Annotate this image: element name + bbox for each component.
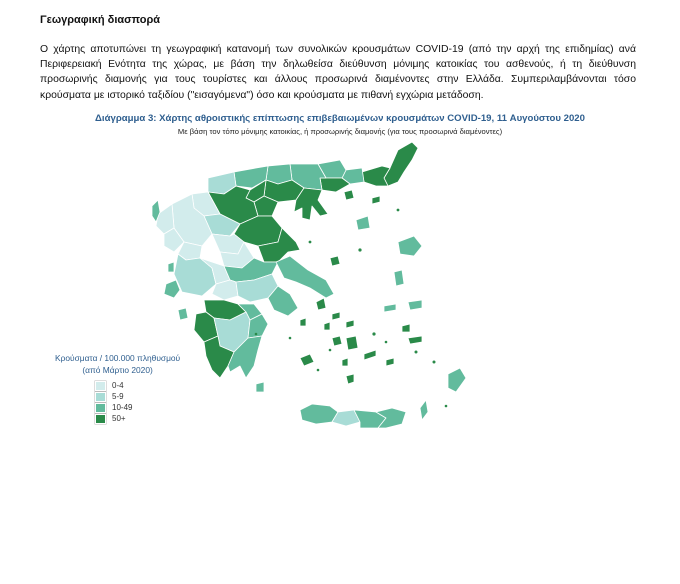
legend-swatch	[95, 392, 106, 402]
paragraph-line: Περιφερειακή Ενότητα της χώρας, με βάση την δηλωθείσα διεύθυνση μόνιμης κατοικίας του ασθενούς, ή τη διεύθυνση	[40, 59, 636, 71]
figure-title: Διάγραμμα 3: Χάρτης αθροιστικής επίπτωσης επιβεβαιωμένων κρουσμάτων COVID-19, 11 Αυγούστου 2020	[95, 113, 585, 124]
region-limnos	[356, 216, 370, 230]
region-samothraki	[372, 196, 380, 204]
map-legend	[55, 352, 180, 424]
region-amorgos	[364, 350, 376, 360]
description-paragraph	[40, 42, 636, 103]
islet-dot	[397, 209, 400, 212]
region-kea	[300, 318, 306, 326]
region-lefkada	[168, 262, 174, 272]
legend-swatch	[95, 403, 106, 413]
region-karpathos	[420, 400, 428, 420]
region-tinos	[332, 312, 340, 320]
islet-dot	[317, 369, 320, 372]
islet-dot	[309, 241, 312, 244]
region-kythira	[256, 382, 264, 392]
legend-swatch	[95, 381, 106, 391]
islet-dot	[445, 405, 448, 408]
region-mykonos	[346, 320, 354, 328]
greece-choropleth-map	[150, 138, 490, 450]
region-ikaria	[384, 304, 396, 312]
region-andros	[316, 298, 326, 310]
region-lesvos	[398, 236, 422, 256]
islet-dot	[433, 361, 436, 364]
islet-dot	[329, 349, 332, 352]
legend-title: Κρούσματα / 100.000 πληθυσμού	[55, 353, 181, 363]
region-kos	[408, 336, 422, 344]
legend-label: 50+	[112, 414, 126, 423]
legend-item	[95, 380, 180, 391]
paragraph-line: προσωρινής διαμονής για τους τουρίστες και άλλους προσωρινά διαμένοντες στην Ελλάδα. Συμπεριλαμβάνονται τόσο	[40, 74, 636, 86]
islet-dot	[289, 337, 292, 340]
islet-dot	[372, 332, 375, 335]
islet-dot	[358, 248, 361, 251]
legend-item	[95, 413, 180, 424]
region-rhodes	[448, 368, 466, 392]
region-evros	[384, 142, 418, 186]
legend-subtitle: (από Μάρτιο 2020)	[82, 365, 153, 375]
region-santorini	[346, 374, 354, 384]
legend-swatch	[95, 414, 106, 424]
region-syros	[324, 322, 330, 330]
islet-dot	[415, 351, 418, 354]
region-astypalaia	[386, 358, 394, 366]
legend-items	[95, 380, 180, 424]
legend-item	[95, 402, 180, 413]
region-naxos	[346, 336, 358, 350]
legend-label: 0-4	[112, 381, 124, 390]
region-thasos	[344, 190, 354, 200]
region-paros	[332, 336, 342, 346]
region-zakynthos	[178, 308, 188, 320]
region-samos	[408, 300, 422, 310]
paragraph-line: κρούσματα με ιστορικό ταξιδίου ("εισαγόμενα") όσο και κρούσματα με πιθανή εγχώρια μετάδοση.	[40, 89, 484, 101]
islet-dot	[385, 341, 388, 344]
legend-item	[95, 391, 180, 402]
figure-subtitle: Με βάση τον τόπο μόνιμης κατοικίας, ή προσωρινής διαμονής (για τους προσωρινά διαμένοντες)	[177, 127, 503, 136]
region-ios	[342, 358, 348, 366]
islet-dot	[255, 333, 258, 336]
legend-label: 5-9	[112, 392, 124, 401]
region-chios	[394, 270, 404, 286]
region-kalymnos	[402, 324, 410, 332]
legend-label: 10-49	[112, 403, 133, 412]
section-heading: Γεωγραφική διασπορά	[40, 14, 161, 26]
region-skyros	[330, 256, 340, 266]
region-milos	[300, 354, 314, 366]
paragraph-line: Ο χάρτης αποτυπώνει τη γεωγραφική κατανομή των συνολικών κρουσμάτων COVID-19 (από την αρχή της επιδημίας) ανά	[40, 44, 636, 55]
